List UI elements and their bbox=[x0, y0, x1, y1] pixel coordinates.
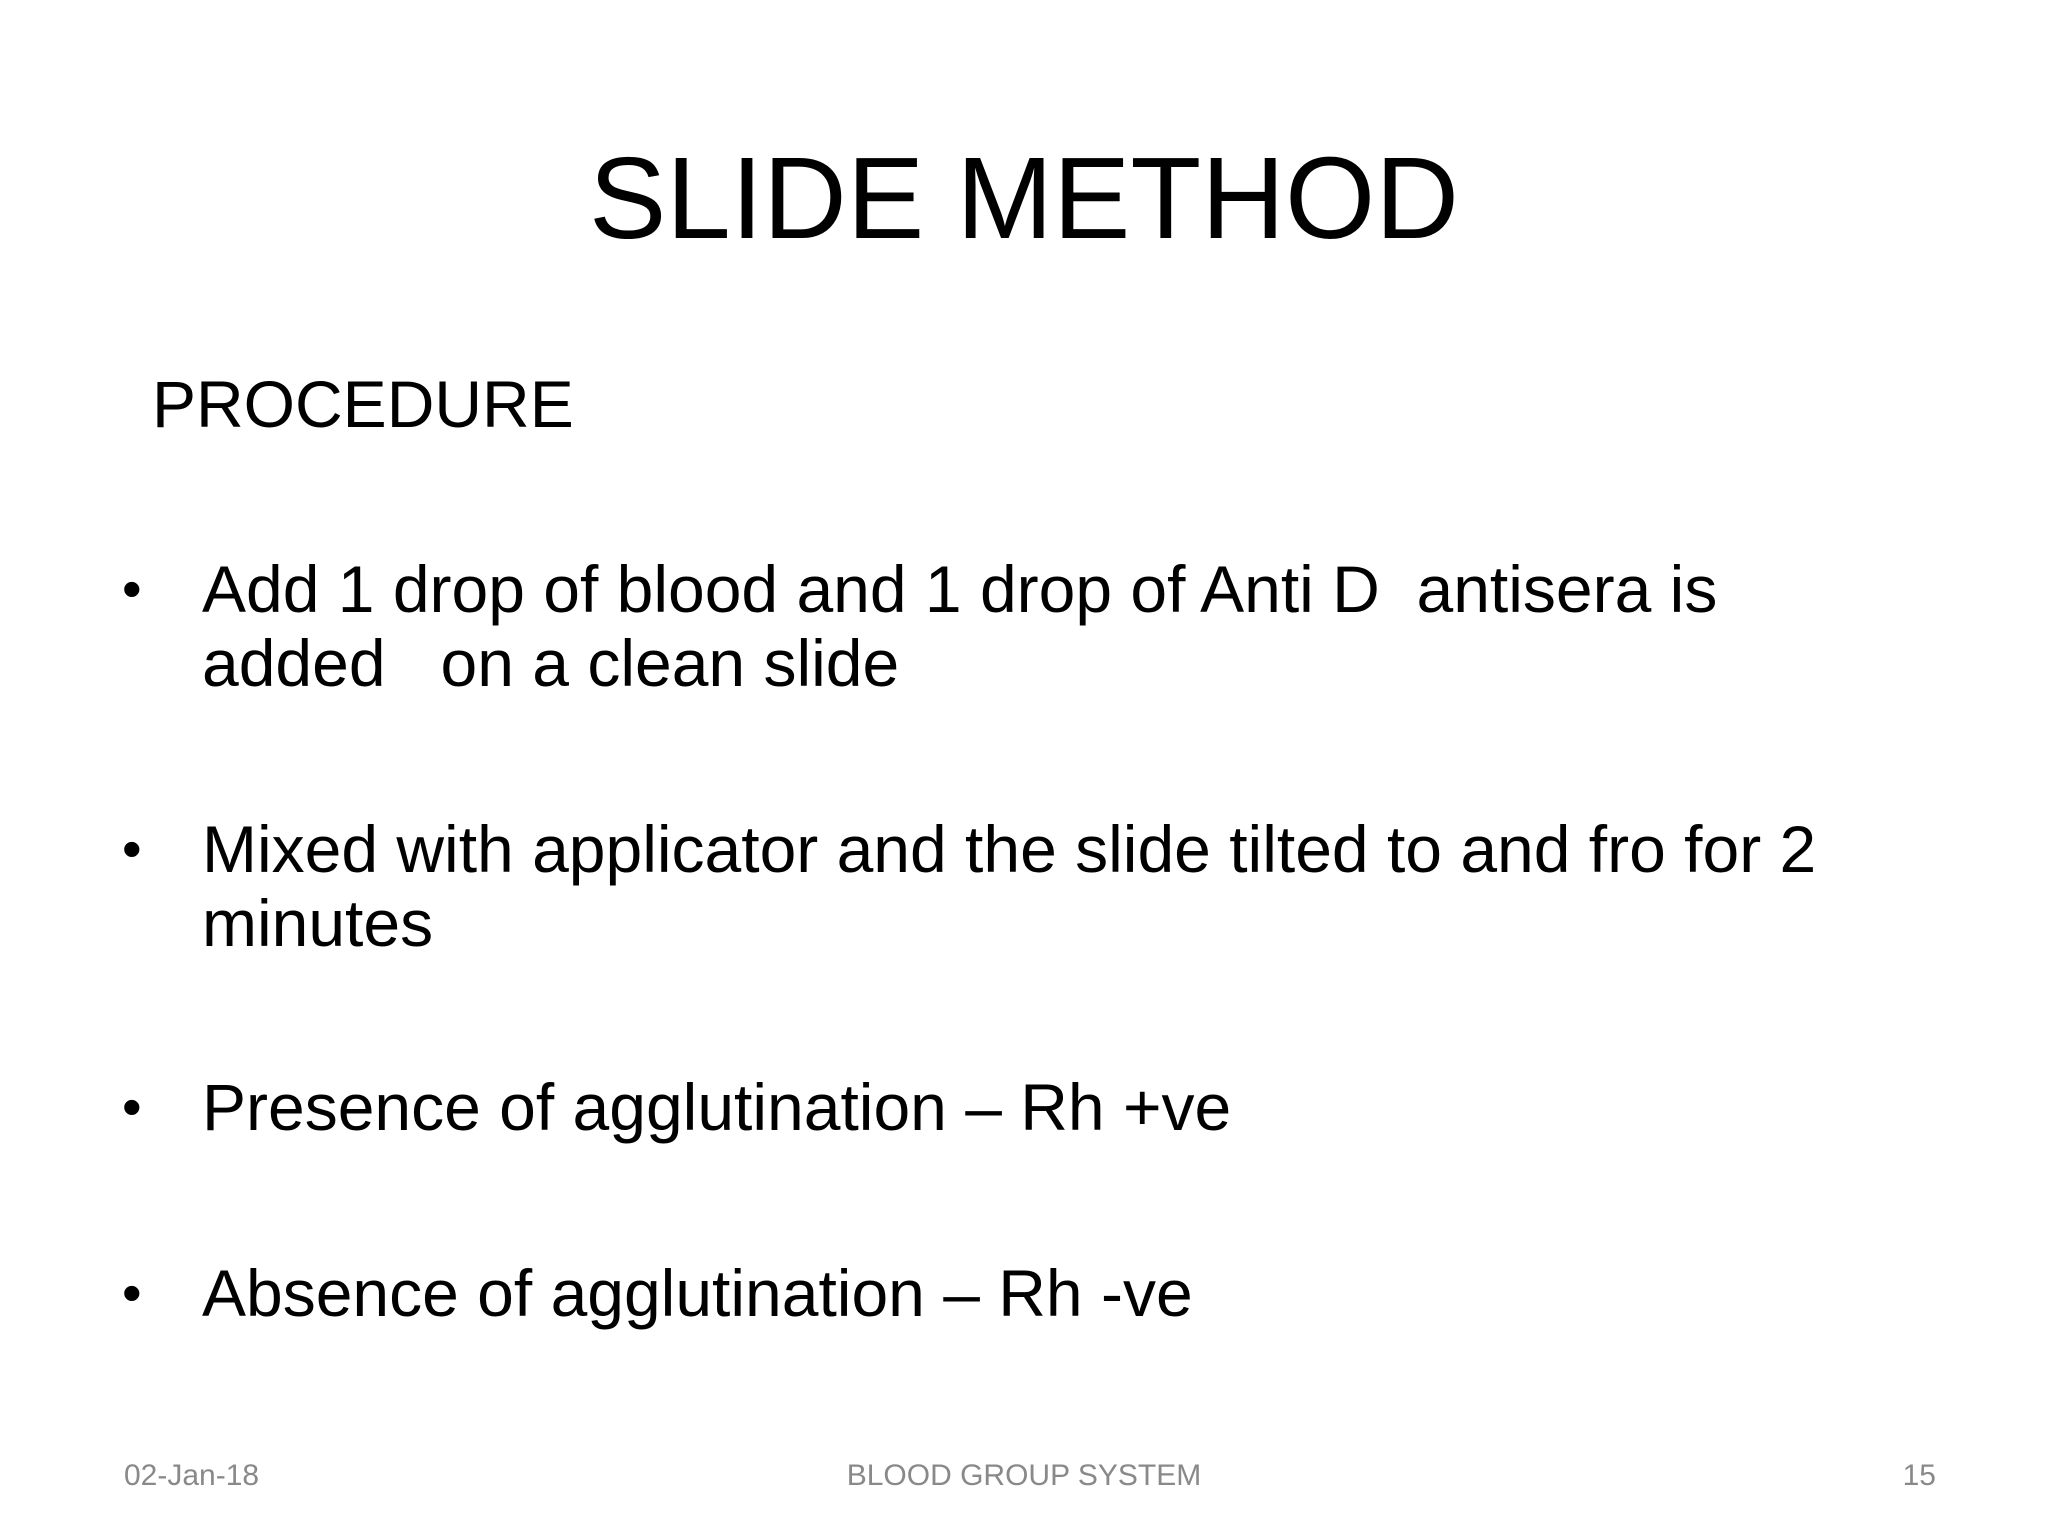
bullet-text: Mixed with applicator and the slide tilted to and fro for 2 minutes bbox=[202, 812, 1835, 960]
bullet-text: Absence of agglutination – Rh -ve bbox=[202, 1256, 1193, 1330]
bullet-item bbox=[122, 1256, 1952, 1330]
procedure-subheading: PROCEDURE bbox=[152, 367, 574, 441]
bullet-icon: • bbox=[122, 557, 142, 620]
bullet-text: Presence of agglutination – Rh +ve bbox=[202, 1070, 1232, 1144]
slide-title: SLIDE METHOD bbox=[588, 133, 1460, 263]
footer-page-number: 15 bbox=[1902, 1459, 1936, 1492]
bullet-icon: • bbox=[122, 1075, 142, 1138]
bullet-item bbox=[122, 812, 1952, 960]
bullet-icon: • bbox=[122, 817, 142, 880]
footer-date: 02-Jan-18 bbox=[124, 1459, 260, 1492]
bullet-icon: • bbox=[122, 1261, 142, 1324]
bullet-text: Add 1 drop of blood and 1 drop of Anti D antisera is added on a clean slide bbox=[202, 552, 1736, 700]
bullet-item bbox=[122, 1070, 1952, 1144]
footer-title: BLOOD GROUP SYSTEM bbox=[846, 1459, 1202, 1492]
bullet-item bbox=[122, 552, 1952, 700]
